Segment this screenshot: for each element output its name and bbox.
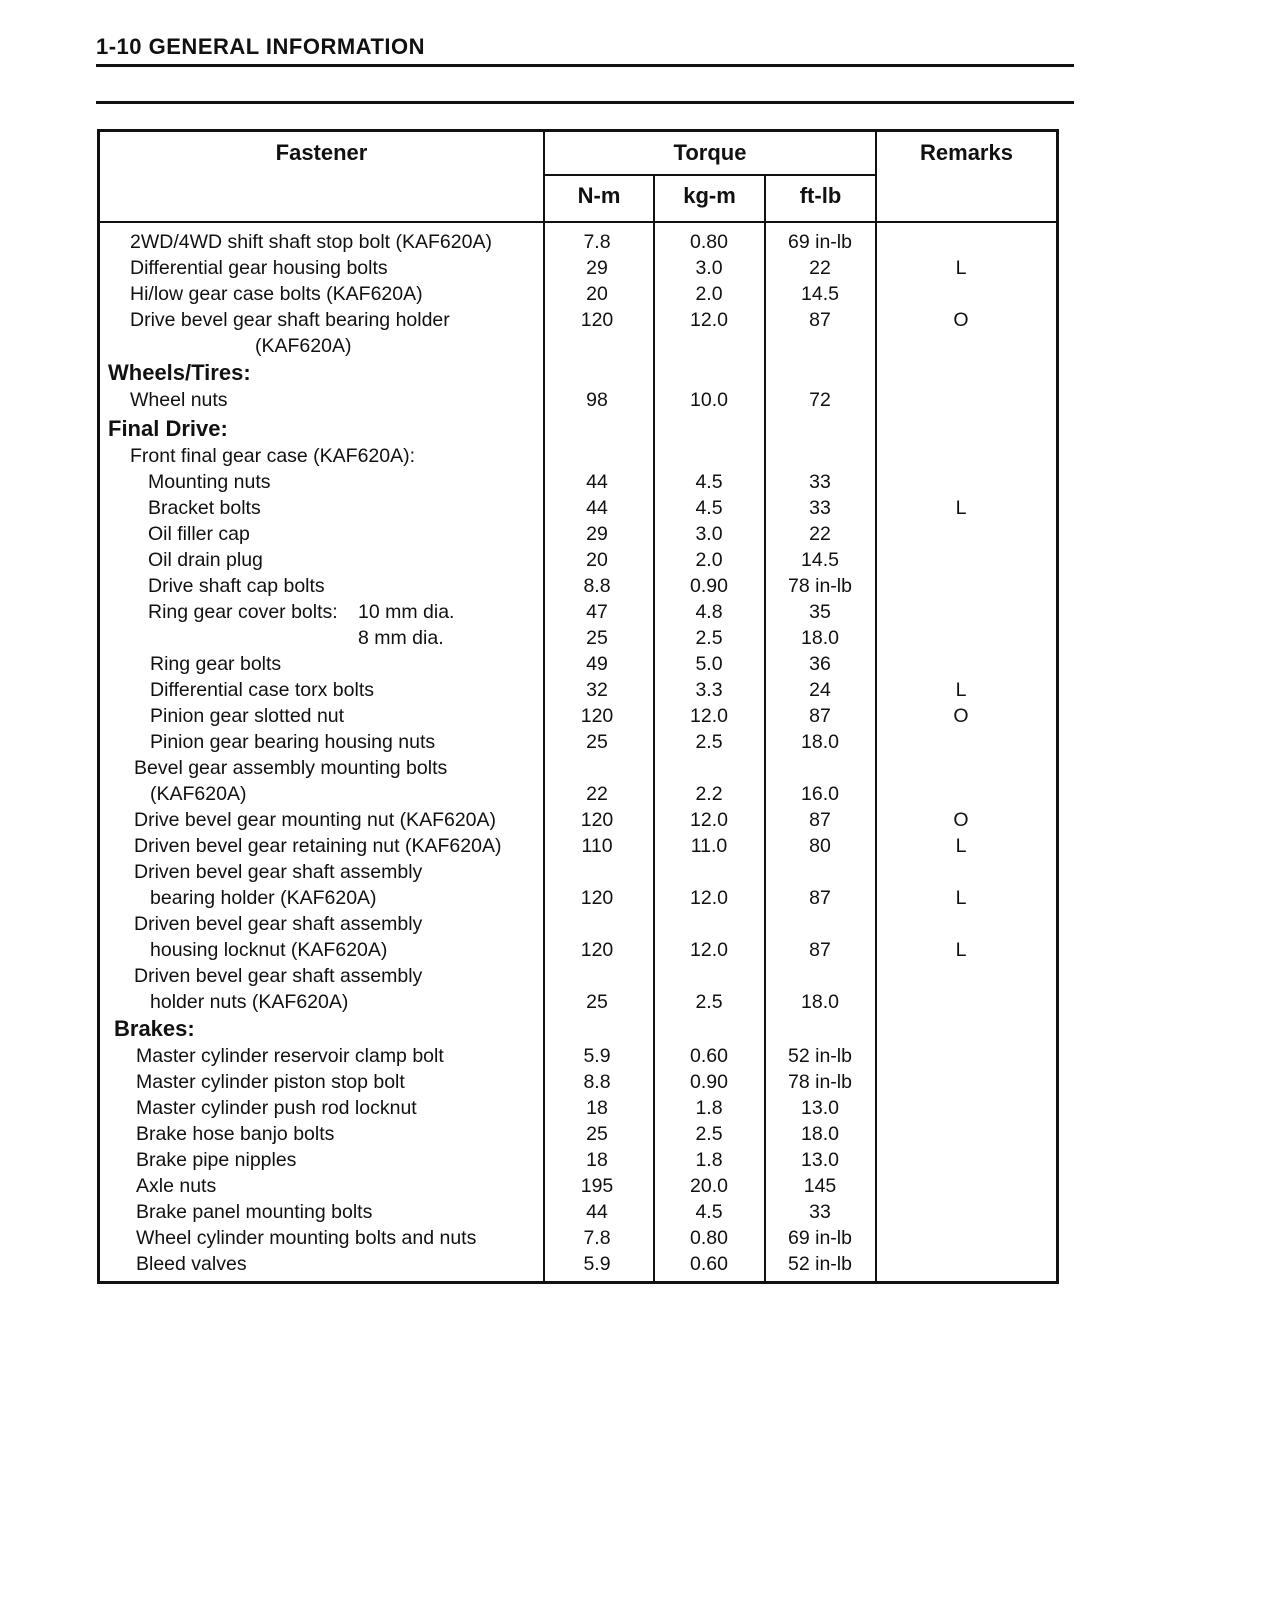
- torque-nm: 18: [586, 1097, 608, 1119]
- section-row: [100, 415, 1056, 443]
- torque-ftlb: 33: [809, 497, 831, 519]
- torque-ftlb: 35: [809, 601, 831, 623]
- torque-ftlb: 78 in-lb: [788, 1071, 852, 1093]
- fastener-label-text: Ring gear cover bolts:: [148, 601, 338, 623]
- torque-kgm: 2.5: [695, 731, 723, 753]
- section-heading: Wheels/Tires:: [108, 360, 251, 385]
- torque-kgm: 2.5: [695, 991, 723, 1013]
- remark: L: [955, 257, 967, 279]
- torque-kgm: 0.90: [690, 575, 728, 597]
- fastener-label: Driven bevel gear shaft assembly: [134, 965, 423, 987]
- torque-kgm: 4.5: [695, 1201, 723, 1223]
- col-header-ftlb: ft-lb: [799, 183, 842, 208]
- fastener-label: Pinion gear slotted nut: [150, 705, 345, 727]
- table-row: [100, 573, 1056, 599]
- table-row: [100, 307, 1056, 333]
- torque-ftlb: 33: [809, 1201, 831, 1223]
- fastener-label: Mounting nuts: [148, 471, 271, 493]
- torque-kgm: 1.8: [695, 1097, 723, 1119]
- remark: O: [953, 309, 969, 331]
- torque-nm: 49: [586, 653, 608, 675]
- fastener-label: Brake pipe nipples: [136, 1149, 297, 1171]
- table-row: [100, 333, 1056, 359]
- fastener-label: Master cylinder reservoir clamp bolt: [136, 1045, 444, 1067]
- fastener-label: (KAF620A): [150, 783, 247, 805]
- torque-nm: 44: [586, 1201, 608, 1223]
- fastener-label: Front final gear case (KAF620A):: [130, 445, 416, 467]
- fastener-size: 10 mm dia.: [358, 601, 455, 623]
- torque-ftlb: 87: [809, 705, 831, 727]
- torque-nm: 29: [586, 257, 608, 279]
- torque-kgm: 12.0: [690, 705, 728, 727]
- fastener-label: (KAF620A): [255, 335, 352, 357]
- table-row: [100, 807, 1056, 833]
- fastener-label: Drive shaft cap bolts: [148, 575, 325, 597]
- section-heading: Brakes:: [114, 1016, 195, 1041]
- torque-kgm: 1.8: [695, 1149, 723, 1171]
- section-row: [100, 359, 1056, 387]
- torque-ftlb: 87: [809, 309, 831, 331]
- fastener-label: Driven bevel gear shaft assembly: [134, 861, 423, 883]
- torque-nm: 47: [586, 601, 608, 623]
- torque-nm: 120: [580, 887, 614, 909]
- fastener-label: bearing holder (KAF620A): [150, 887, 377, 909]
- torque-ftlb: 33: [809, 471, 831, 493]
- fastener-label: Master cylinder push rod locknut: [136, 1097, 417, 1119]
- table-row: [100, 495, 1056, 521]
- torque-nm: 25: [586, 1123, 608, 1145]
- remark: O: [953, 705, 969, 727]
- remark: L: [955, 939, 967, 961]
- torque-kgm: 11.0: [690, 835, 728, 857]
- fastener-label: Axle nuts: [136, 1175, 217, 1197]
- torque-ftlb: 87: [809, 809, 831, 831]
- torque-nm: 32: [586, 679, 608, 701]
- torque-ftlb: 52 in-lb: [788, 1045, 852, 1067]
- table-row: [100, 1147, 1056, 1173]
- fastener-label: Drive bevel gear mounting nut (KAF620A): [134, 809, 497, 831]
- fastener-label: Differential case torx bolts: [150, 679, 374, 701]
- torque-nm: 44: [586, 471, 608, 493]
- table-row: [100, 229, 1056, 255]
- table-row: [100, 1121, 1056, 1147]
- page-title: 1-10 GENERAL INFORMATION: [96, 34, 425, 59]
- table-row: [100, 1069, 1056, 1095]
- torque-ftlb: 18.0: [801, 1123, 839, 1145]
- torque-nm: 8.8: [583, 1071, 611, 1093]
- torque-kgm: 2.5: [695, 627, 723, 649]
- torque-nm: 7.8: [583, 231, 611, 253]
- torque-ftlb: 145: [803, 1175, 837, 1197]
- fastener-label: Wheel nuts: [130, 389, 228, 411]
- torque-ftlb: 80: [809, 835, 831, 857]
- torque-ftlb: 69 in-lb: [788, 231, 852, 253]
- table-row: [100, 755, 1056, 781]
- torque-kgm: 2.0: [695, 283, 723, 305]
- torque-ftlb: 22: [809, 523, 831, 545]
- torque-nm: 25: [586, 731, 608, 753]
- table-row: [100, 677, 1056, 703]
- torque-kgm: 0.60: [690, 1253, 728, 1275]
- torque-nm: 25: [586, 627, 608, 649]
- torque-nm: 120: [580, 705, 614, 727]
- torque-kgm: 2.5: [695, 1123, 723, 1145]
- table-row: [100, 911, 1056, 937]
- torque-ftlb: 14.5: [801, 549, 839, 571]
- fastener-label: Master cylinder piston stop bolt: [136, 1071, 405, 1093]
- torque-ftlb: 22: [809, 257, 831, 279]
- fastener-label: Brake panel mounting bolts: [136, 1201, 373, 1223]
- torque-kgm: 2.0: [695, 549, 723, 571]
- table-row: [100, 781, 1056, 807]
- torque-kgm: 4.5: [695, 497, 723, 519]
- torque-kgm: 5.0: [695, 653, 723, 675]
- table-row: [100, 833, 1056, 859]
- table-row: [100, 989, 1056, 1015]
- torque-nm: 5.9: [583, 1045, 611, 1067]
- section-heading: Final Drive:: [108, 416, 228, 441]
- table-row: [100, 625, 1056, 651]
- torque-kgm: 0.80: [690, 1227, 728, 1249]
- torque-nm: 29: [586, 523, 608, 545]
- fastener-label: Bevel gear assembly mounting bolts: [134, 757, 448, 779]
- torque-table: [97, 129, 1059, 1284]
- table-header: [100, 132, 1056, 223]
- torque-kgm: 10.0: [690, 389, 728, 411]
- torque-ftlb: 18.0: [801, 731, 839, 753]
- torque-nm: 5.9: [583, 1253, 611, 1275]
- torque-kgm: 4.5: [695, 471, 723, 493]
- table-row: [100, 281, 1056, 307]
- fastener-label: [100, 599, 540, 625]
- remark: L: [955, 679, 967, 701]
- torque-kgm: 3.0: [695, 257, 723, 279]
- fastener-label: 2WD/4WD shift shaft stop bolt (KAF620A): [130, 231, 492, 253]
- fastener-label: Differential gear housing bolts: [130, 257, 388, 279]
- table-row: [100, 547, 1056, 573]
- header-rule: [96, 64, 1074, 67]
- col-header-remarks: Remarks: [920, 140, 1013, 165]
- torque-kgm: 3.0: [695, 523, 723, 545]
- torque-nm: 18: [586, 1149, 608, 1171]
- table-row: [100, 703, 1056, 729]
- table-row: [100, 599, 1056, 625]
- header-divider: [543, 174, 877, 176]
- fastener-label: Brake hose banjo bolts: [136, 1123, 335, 1145]
- torque-kgm: 12.0: [690, 939, 728, 961]
- remark: O: [953, 809, 969, 831]
- fastener-label: [100, 625, 540, 651]
- fastener-label: Hi/low gear case bolts (KAF620A): [130, 283, 423, 305]
- col-header-nm: N-m: [577, 183, 621, 208]
- table-row: [100, 651, 1056, 677]
- table-row: [100, 387, 1056, 415]
- torque-kgm: 0.80: [690, 231, 728, 253]
- table-row: [100, 729, 1056, 755]
- fastener-label: Bleed valves: [136, 1253, 247, 1275]
- torque-nm: 44: [586, 497, 608, 519]
- col-header-fastener: Fastener: [275, 140, 368, 165]
- torque-kgm: 2.2: [695, 783, 723, 805]
- torque-ftlb: 78 in-lb: [788, 575, 852, 597]
- torque-ftlb: 14.5: [801, 283, 839, 305]
- fastener-label: Pinion gear bearing housing nuts: [150, 731, 436, 753]
- table-row: [100, 1043, 1056, 1069]
- torque-kgm: 4.8: [695, 601, 723, 623]
- torque-nm: 22: [586, 783, 608, 805]
- torque-nm: 110: [581, 835, 613, 857]
- section-row: [100, 1015, 1056, 1043]
- table-row: [100, 1199, 1056, 1225]
- torque-nm: 98: [586, 389, 608, 411]
- fastener-label: housing locknut (KAF620A): [150, 939, 388, 961]
- table-row: [100, 885, 1056, 911]
- torque-kgm: 0.90: [690, 1071, 728, 1093]
- torque-kgm: 12.0: [690, 809, 728, 831]
- fastener-label: Oil filler cap: [148, 523, 250, 545]
- table-body: [100, 223, 1056, 1281]
- table-row: [100, 443, 1056, 469]
- torque-ftlb: 18.0: [801, 991, 839, 1013]
- fastener-label: Wheel cylinder mounting bolts and nuts: [136, 1227, 477, 1249]
- torque-nm: 120: [580, 309, 614, 331]
- table-row: [100, 1225, 1056, 1251]
- remark: L: [955, 887, 967, 909]
- table-row: [100, 255, 1056, 281]
- torque-kgm: 3.3: [695, 679, 723, 701]
- torque-ftlb: 13.0: [801, 1149, 839, 1171]
- fastener-label: Oil drain plug: [148, 549, 263, 571]
- torque-ftlb: 72: [809, 389, 831, 411]
- torque-kgm: 0.60: [690, 1045, 728, 1067]
- table-row: [100, 937, 1056, 963]
- torque-ftlb: 13.0: [801, 1097, 839, 1119]
- fastener-label: holder nuts (KAF620A): [150, 991, 349, 1013]
- torque-nm: 20: [586, 283, 608, 305]
- torque-nm: 20: [586, 549, 608, 571]
- fastener-label: Ring gear bolts: [150, 653, 282, 675]
- fastener-label: Drive bevel gear shaft bearing holder: [130, 309, 450, 331]
- table-row: [100, 1251, 1056, 1277]
- torque-ftlb: 69 in-lb: [788, 1227, 852, 1249]
- torque-nm: 7.8: [583, 1227, 611, 1249]
- torque-nm: 120: [580, 809, 614, 831]
- torque-nm: 8.8: [583, 575, 611, 597]
- divider-rule: [96, 101, 1074, 104]
- torque-ftlb: 87: [809, 887, 831, 909]
- torque-kgm: 12.0: [690, 887, 728, 909]
- torque-ftlb: 16.0: [801, 783, 839, 805]
- torque-ftlb: 87: [809, 939, 831, 961]
- fastener-size: 8 mm dia.: [358, 627, 444, 649]
- fastener-label: Bracket bolts: [148, 497, 261, 519]
- fastener-label: Driven bevel gear retaining nut (KAF620A): [134, 835, 502, 857]
- torque-ftlb: 52 in-lb: [788, 1253, 852, 1275]
- col-header-torque: Torque: [673, 140, 747, 165]
- col-header-kgm: kg-m: [683, 183, 736, 208]
- torque-kgm: 20.0: [690, 1175, 728, 1197]
- torque-kgm: 12.0: [690, 309, 728, 331]
- torque-nm: 25: [586, 991, 608, 1013]
- table-row: [100, 521, 1056, 547]
- torque-ftlb: 36: [809, 653, 831, 675]
- torque-nm: 120: [580, 939, 614, 961]
- table-row: [100, 963, 1056, 989]
- table-row: [100, 469, 1056, 495]
- table-row: [100, 1173, 1056, 1199]
- torque-nm: 195: [580, 1175, 614, 1197]
- torque-ftlb: 24: [809, 679, 831, 701]
- table-row: [100, 859, 1056, 885]
- remark: L: [955, 835, 967, 857]
- remark: L: [955, 497, 967, 519]
- fastener-label: Driven bevel gear shaft assembly: [134, 913, 423, 935]
- table-row: [100, 1095, 1056, 1121]
- torque-ftlb: 18.0: [801, 627, 839, 649]
